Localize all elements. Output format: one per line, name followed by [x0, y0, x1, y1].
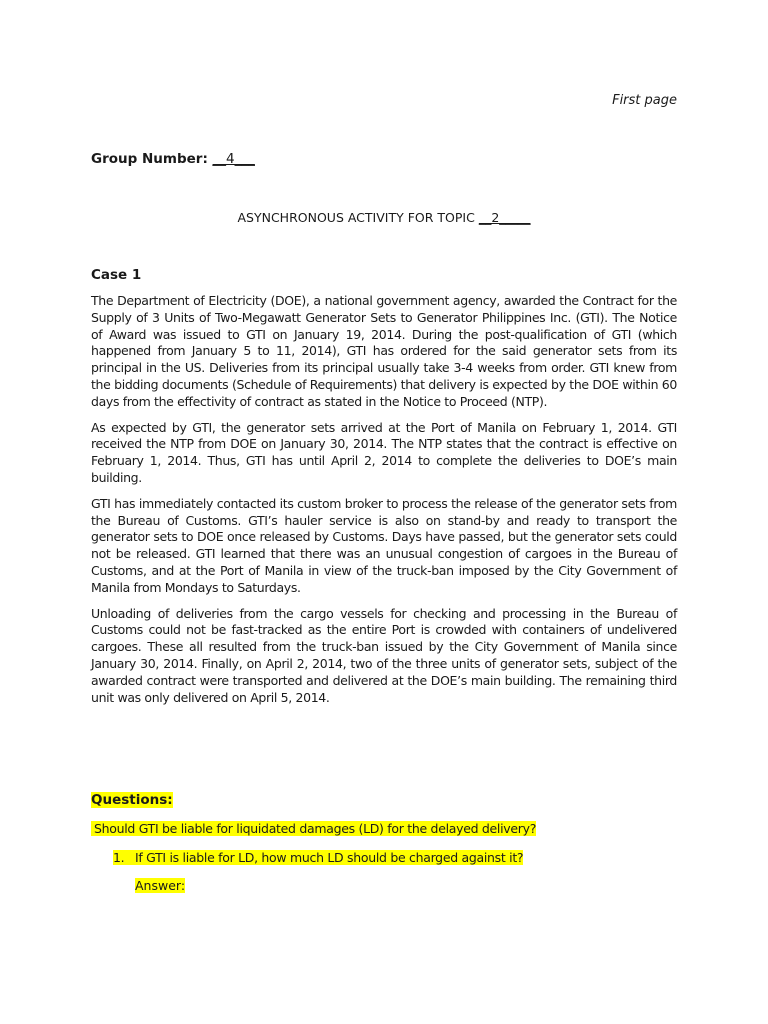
- page-note: First page: [612, 93, 677, 108]
- activity-title-label: ASYNCHRONOUS ACTIVITY FOR TOPIC: [237, 210, 479, 225]
- answer-label: Answer:: [135, 878, 186, 893]
- group-number-label: Group Number:: [91, 151, 213, 167]
- case-paragraph: As expected by GTI, the generator sets arrived at the Port of Manila on February 1, 2014. GTI received the NTP from DOE on January 30, 2014. The NTP states that the contract is effective on February 1, 2014. Thus, GTI has until April 2, 2014 to complete the deliveries to DOE’s main building.: [91, 419, 677, 485]
- group-number-value: __4___: [212, 151, 255, 167]
- case-paragraph: GTI has immediately contacted its custom broker to process the release of the generator sets from the Bureau of Customs. GTI’s hauler service is also on stand-by and ready to transport the generator sets to DOE once released by Customs. Days have passed, but the generator sets could not be released. GTI learned that there was an unusual congestion of cargoes in the Bureau of Customs, and at the Port of Manila in view of the truck-ban imposed by the City Government of Manila from Mondays to Saturdays.: [91, 495, 677, 595]
- activity-topic-value: __2_____: [478, 210, 531, 225]
- sub-question-item: [113, 850, 523, 865]
- case-title: Case 1: [91, 267, 142, 283]
- case-paragraph: The Department of Electricity (DOE), a national government agency, awarded the Contract for the Supply of 3 Units of Two-Megawatt Generator Sets to Generator Philippines Inc. (GTI). The Notice of Award was issued to GTI on January 19, 2014. During the post-qualification of GTI (which happened from January 5 to 11, 2014), GTI has ordered for the said generator sets from its principal in the US. Deliveries from its principal usually take 3-4 weeks from order. GTI knew from the bidding documents (Schedule of Requirements) that delivery is expected by the DOE within 60 days from the effectivity of contract as stated in the Notice to Proceed (NTP).: [91, 293, 677, 409]
- case-body: [91, 293, 677, 715]
- questions-heading: Questions:: [91, 792, 173, 808]
- sub-question-number: 1.: [113, 850, 125, 865]
- main-question: Should GTI be liable for liquidated damages (LD) for the delayed delivery?: [91, 821, 536, 836]
- group-number: [91, 151, 255, 167]
- activity-title: [0, 210, 768, 225]
- sub-question-text: If GTI is liable for LD, how much LD should be charged against it?: [135, 850, 524, 865]
- case-paragraph: Unloading of deliveries from the cargo vessels for checking and processing in the Bureau of Customs could not be fast-tracked as the entire Port is crowded with containers of undelivered cargoes. These all resulted from the truck-ban issued by the City Government of Manila since January 30, 2014. Finally, on April 2, 2014, two of the three units of generator sets, subject of the awarded contract were transported and delivered at the DOE’s main building. The remaining third unit was only delivered on April 5, 2014.: [91, 605, 677, 705]
